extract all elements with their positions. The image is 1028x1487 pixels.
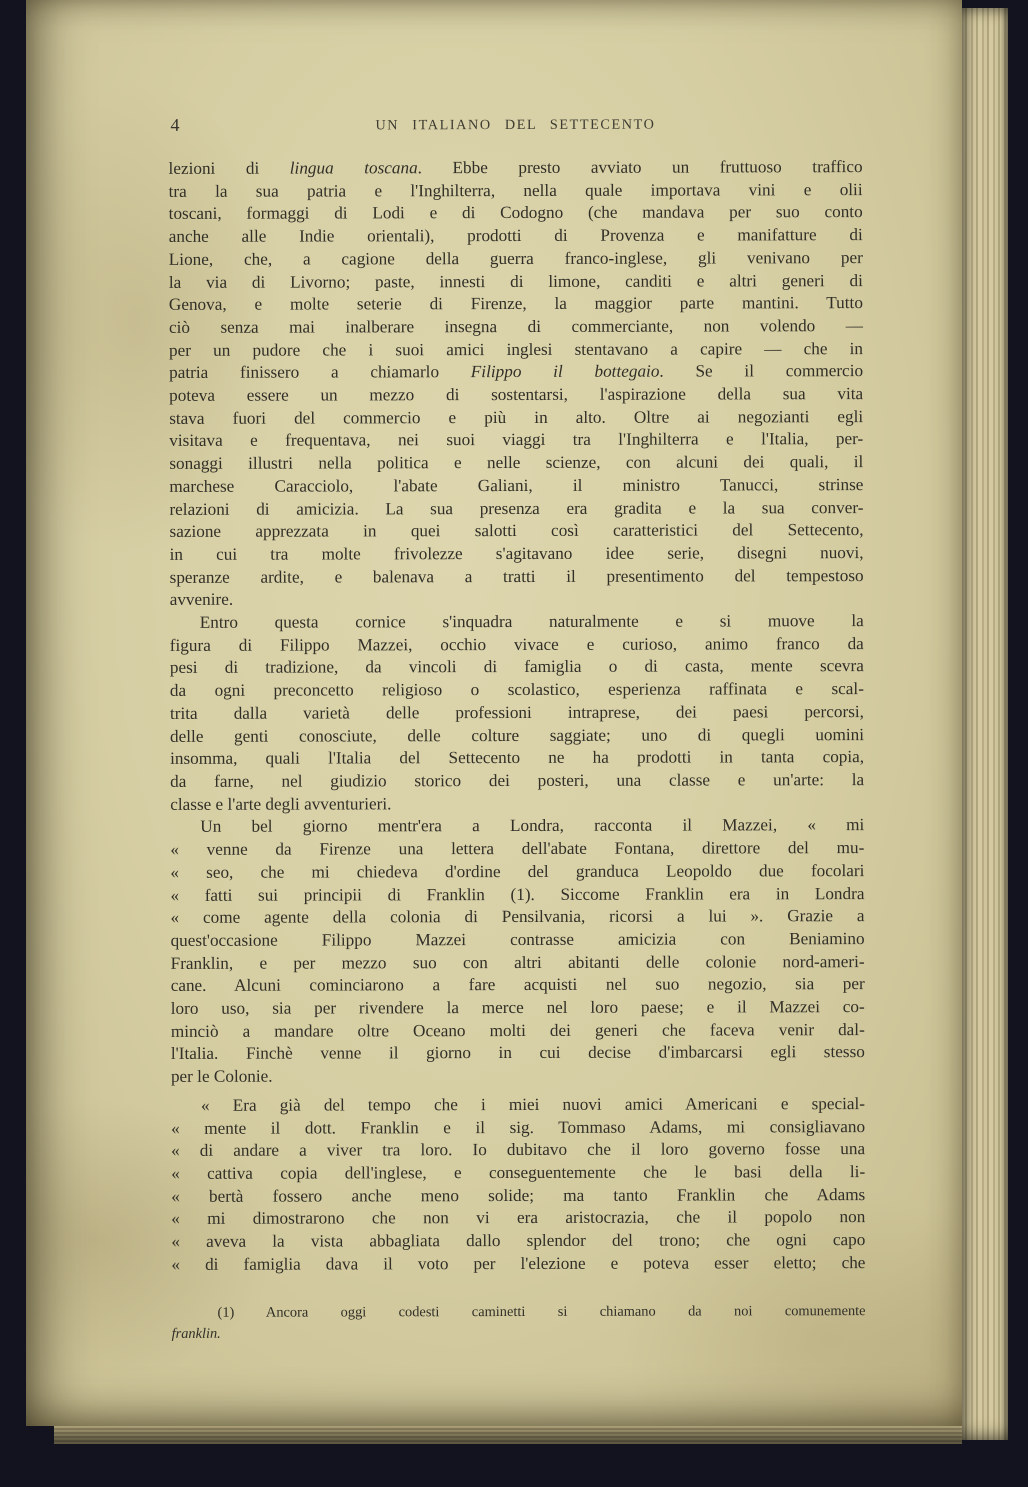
text-line: da ogni preconcetto religioso o scolastico, esperienza raffinata e scal- xyxy=(169,679,864,701)
text-column xyxy=(168,101,865,1345)
text-line: l'Italia. Finchè venne il giorno in cui decise d'imbarcarsi egli stesso xyxy=(170,1042,865,1064)
text-line: « di famiglia dava il voto per l'elezione e poteva esser eletto; che xyxy=(171,1252,866,1274)
text-line: sonaggi illustri nella politica e nelle scienze, con alcuni dei quali, il xyxy=(169,452,864,474)
text-line: Entro questa cornice s'inquadra naturalmente e si muove la xyxy=(199,611,864,632)
text-line: quest'occasione Filippo Mazzei contrasse amicizia con Beniamino xyxy=(170,928,865,950)
italic-text: lingua toscana xyxy=(289,158,418,178)
text-line: Un bel giorno mentr'era a Londra, racconta il Mazzei, « mi xyxy=(200,815,865,837)
text-line: « di andare a viver tra loro. Io dubitavo che il loro governo fosse una xyxy=(171,1139,866,1161)
text-line: « mente il dott. Franklin e il sig. Tommaso Adams, mi consigliavano xyxy=(171,1116,866,1138)
text-line xyxy=(169,156,863,181)
text-line: delle genti conosciute, delle colture saggiate; uno di quegli uomini xyxy=(170,724,865,746)
text-line: « bertà fossero anche meno solide; ma tanto Franklin che Adams xyxy=(171,1184,866,1206)
text-line: « Era già del tempo che i miei nuovi amici Americani e special- xyxy=(200,1093,866,1115)
body-text xyxy=(169,156,866,1276)
running-title: UN ITALIANO DEL SETTECENTO xyxy=(375,116,656,134)
text-line: avvenire. xyxy=(169,590,234,610)
text-line xyxy=(172,1323,866,1346)
text-line: relazioni di amicizia. La sua presenza era gradita e la sua conver- xyxy=(169,497,864,519)
text-line: « aveva la vista abbagliata dallo splendor del trono; che ogni capo xyxy=(171,1230,866,1251)
text-line: stava fuori del commercio e più in alto. Oltre ai negozianti egli xyxy=(169,406,864,428)
page-header xyxy=(168,101,862,145)
text-line: cane. Alcuni cominciarono a fare acquisti nel suo negozio, sia per xyxy=(170,974,865,996)
text-line: insomma, quali l'Italia del Settecento ne ha prodotti in tanta copia, xyxy=(170,747,865,769)
text-line: « venne da Firenze una lettera dell'abate Fontana, direttore del mu- xyxy=(170,838,865,860)
text-line: Genova, e molte seterie di Firenze, la maggior parte mantini. Tutto xyxy=(168,293,863,315)
text-line: pesi di tradizione, da vincoli di famiglia o di casta, mente scevra xyxy=(169,656,864,678)
text-line: speranze ardite, e balenava a tratti il presentimento del tempestoso xyxy=(169,565,864,587)
text-line: marchese Caracciolo, l'abate Galiani, il ministro Tanucci, strinse xyxy=(169,474,864,496)
text-line: « fatti sui principii di Franklin (1). Siccome Franklin era in Londra xyxy=(170,883,865,905)
text-line: « cattiva copia dell'inglese, e conseguentemente che le basi della li- xyxy=(171,1162,866,1183)
text-line: sazione apprezzata in quei salotti così caratteristici del Settecento, xyxy=(169,520,864,542)
text-segment: . Ebbe presto avviato un fruttuoso traffico xyxy=(417,157,863,178)
text-segment: lezioni di xyxy=(168,158,290,178)
text-segment: patria finissero a chiamarlo xyxy=(169,362,471,383)
text-segment: . Se il commercio xyxy=(659,361,864,381)
text-line: per un pudore che i suoi amici inglesi stentavano a capire — che in xyxy=(168,338,864,360)
text-line: toscani, formaggi di Lodi e di Codogno (che mandava per suo conto xyxy=(168,202,863,224)
text-line: Lione, che, a cagione della guerra franco-inglese, gli venivano per xyxy=(168,247,863,269)
italic-text: franklin. xyxy=(171,1326,221,1343)
text-line: minciò a mandare oltre Oceano molti dei generi che faceva venir dal- xyxy=(170,1019,865,1041)
text-line: « come agente della colonia di Pensilvania, ricorsi a lui ». Grazie a xyxy=(170,906,865,928)
text-line: Franklin, e per mezzo suo con altri abitanti delle colonie nord-ameri- xyxy=(170,951,865,973)
book-page xyxy=(26,0,962,1426)
text-line: classe e l'arte degli avventurieri. xyxy=(170,794,392,814)
page-number: 4 xyxy=(170,114,180,135)
italic-text: Filippo il bottegaio xyxy=(470,361,660,382)
paragraph xyxy=(171,1093,865,1276)
text-line: in cui tra molte frivolezze s'agitavano idee serie, disegni nuovi, xyxy=(169,543,864,564)
fore-edge-pages-icon xyxy=(962,8,1008,1440)
text-line: visitava e frequentava, nei suoi viaggi tra l'Inghilterra e l'Italia, per- xyxy=(169,429,864,451)
text-line: trita dalla varietà delle professioni intraprese, dei paesi percorsi, xyxy=(169,701,864,723)
text-line: loro uso, sia per rivendere la merce nel loro paese; e il Mazzei co- xyxy=(170,997,865,1018)
text-line: « seo, che mi chiedeva d'ordine del granduca Leopoldo due focolari xyxy=(170,860,865,882)
bottom-page-edges-icon xyxy=(54,1426,962,1444)
footnote xyxy=(172,1302,866,1346)
text-line: anche alle Indie orientali), prodotti di Provenza e manifatture di xyxy=(168,225,863,247)
text-line: la via di Livorno; paste, innesti di limone, canditi e altri generi di xyxy=(168,270,863,292)
paragraph xyxy=(170,610,865,816)
text-line: da farne, nel giudizio storico dei posteri, una classe e un'arte: la xyxy=(170,770,865,791)
text-line: figura di Filippo Mazzei, occhio vivace e curioso, animo franco da xyxy=(169,633,864,655)
text-line: tra la sua patria e l'Inghilterra, nella quale importava vini e olii xyxy=(168,179,863,201)
paragraph xyxy=(170,814,865,1088)
paragraph xyxy=(169,156,864,612)
text-line: per le Colonie. xyxy=(170,1066,273,1087)
text-line: (1) Ancora oggi codesti caminetti si chiamano da noi comunemente xyxy=(217,1303,866,1322)
text-line: ciò senza mai inalberare insegna di commerciante, non volendo — xyxy=(168,316,863,337)
text-line: « mi dimostrarono che non vi era aristocrazia, che il popolo non xyxy=(171,1207,866,1229)
text-line xyxy=(169,360,863,385)
text-line: poteva essere un mezzo di sostentarsi, l'aspirazione della sua vita xyxy=(169,384,864,405)
